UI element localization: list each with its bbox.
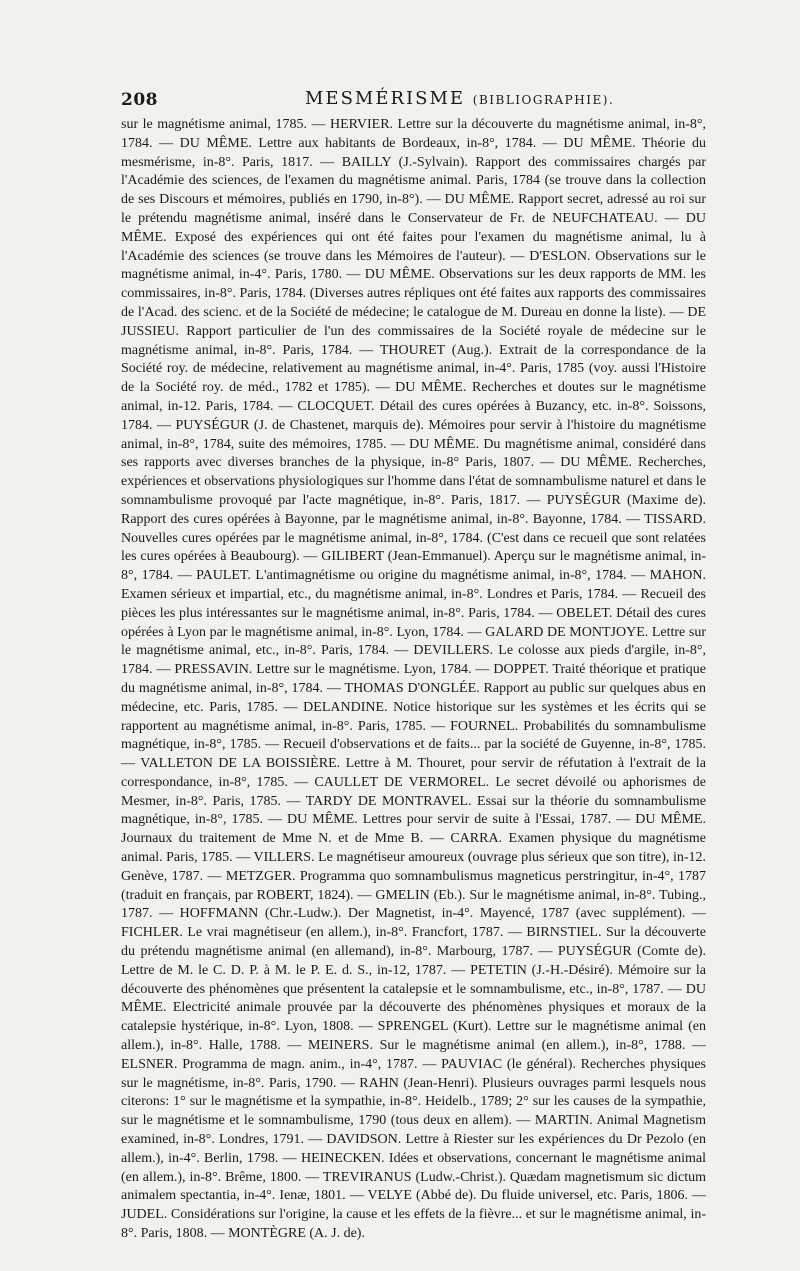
page-number: 208 (121, 90, 158, 110)
page (121, 86, 706, 1244)
running-title-main: MESMÉRISME (305, 88, 466, 109)
running-title (305, 88, 614, 109)
bibliography-text: sur le magnétisme animal, 1785. — HERVIER. Lettre sur la découverte du magnétisme animal, in-8°, 1784. — DU MÊME. Lettre aux habitants de Bordeaux, in-8°, 1784. — DU MÊME. Théorie du mesmérisme, in-8°. Paris, 1817. — BAILLY (J.-Sylvain). Rapport des commissaires chargés par l'Académie des sciences, de l'examen du magnétisme animal. Paris, 1784 (se trouve dans la collection de ses Discours et mémoires, publiés en 1790, in-8°). — DU MÊME. Rapport secret, adressé au roi sur le prétendu magnétisme animal, inséré dans le Conservateur de Fr. de NEUFCHATEAU. — DU MÊME. Exposé des expériences qui ont été faites pour l'examen du magnétisme animal, lu à l'Académie des sciences (se trouve dans les Mémoires de l'auteur). — D'ESLON. Observations sur le magnétisme animal, in-4°. Paris, 1780. — DU MÊME. Observations sur les deux rapports de MM. les commissaires, in-8°. Paris, 1784. (Diverses autres répliques ont été faites aux rapports des commissaires de l'Acad. des scienc. et de la Société de médecine; le catalogue de M. Dureau en donne la liste). — DE JUSSIEU. Rapport particulier de l'un des commissaires de la Société royale de médecine sur le magnétisme animal, in-8°. Paris, 1784. — THOURET (Aug.). Extrait de la correspondance de la Société roy. de médecine, relativement au magnétisme animal, in-4°. Paris, 1785 (voy. aussi l'Histoire de la Société roy. de méd., 1782 et 1785). — DU MÊME. Recherches et doutes sur le magnétisme animal, in-12. Paris, 1784. — CLOCQUET. Détail des cures opérées à Buzancy, etc. in-8°. Soissons, 1784. — PUYSÉGUR (J. de Chastenet, marquis de). Mémoires pour servir à l'histoire du magnétisme animal, in-8°, 1784, suite des mémoires, 1785. — DU MÊME. Du magnétisme animal, considéré dans ses rapports avec diverses branches de la physique, in-8° Paris, 1807. — DU MÊME. Recherches, expériences et observations physiologiques sur l'homme dans l'état de somnambulisme naturel et dans le somnambulisme provoqué par l'acte magnétique, in-8°. Paris, 1817. — PUYSÉGUR (Maxime de). Rapport des cures opérées à Bayonne, par le magnétisme animal, in-8°. Bayonne, 1784. — TISSARD. Nouvelles cures opérées par le magnétisme animal, in-8°, 1784. (C'est dans ce recueil que sont relatées les cures opérées à Beaubourg). — GILIBERT (Jean-Emmanuel). Aperçu sur le magnétisme animal, in-8°, 1784. — PAULET. L'antimagnétisme ou origine du magnétisme animal, in-8°, 1784. — MAHON. Examen sérieux et impartial, etc., du magnétisme animal, in-8°. Londres et Paris, 1784. — Recueil des pièces les plus intéressantes sur le magnétisme animal, in-8°. Paris, 1784. — OBELET. Détail des cures opérées à Lyon par le magnétisme animal, in-8°. Lyon, 1784. — GALARD DE MONTJOYE. Lettre sur le magnétisme animal, etc., in-8°. Paris, 1784. — DEVILLERS. Le colosse aux pieds d'argile, in-8°, 1784. — PRESSAVIN. Lettre sur le magnétisme. Lyon, 1784. — DOPPET. Traité théorique et pratique du magnétisme animal, in-8°, 1784. — THOMAS D'ONGLÉE. Rapport au public sur quelques abus en médecine, etc. Paris, 1785. — DELANDINE. Notice historique sur les systèmes et les écrits qui se rapportent au magnétisme animal, in-8°. Paris, 1785. — FOURNEL. Probabilités du somnambulisme magnétique, in-8°, 1785. — Recueil d'observations et de faits... par la société de Guyenne, in-8°, 1785. — VALLETON DE LA BOISSIÈRE. Lettre à M. Thouret, pour servir de réfutation à l'extrait de la correspondance, in-8°, 1785. — CAULLET DE VERMOREL. Le secret dévoilé ou aphorismes de Mesmer, in-8°. Paris, 1785. — TARDY DE MONTRAVEL. Essai sur la théorie du somnambulisme magnétique, in-8°, 1785. — DU MÊME. Lettres pour servir de suite à l'Essai, 1787. — DU MÊME. Journaux du traitement de Mme N. et de Mme B. — CARRA. Examen physique du magnétisme animal. Paris, 1785. — VILLERS. Le magnétiseur amoureux (ouvrage plus sérieux que son titre), in-12. Genève, 1787. — METZGER. Programma quo somnambulismus magneticus perstringitur, in-4°, 1787 (traduit en français, par ROBERT, 1824). — GMELIN (Eb.). Sur le magnétisme animal, in-8°. Tubing., 1787. — HOFFMANN (Chr.-Ludw.). Der Magnetist, in-4°. Mayencé, 1787 (avec supplément). — FICHLER. Le vrai magnétiseur (en allem.), in-8°. Francfort, 1787. — BIRNSTIEL. Sur la découverte du prétendu magnétisme animal (en allemand), in-8°. Marbourg, 1787. — PUYSÉGUR (Comte de). Lettre de M. le C. D. P. à M. le P. E. d. S., in-12, 1787. — PETETIN (J.-H.-Désiré). Mémoire sur la découverte des phénomènes que présentent la catalepsie et le somnambulisme, etc., in-8°, 1787. — DU MÊME. Electricité animale prouvée par la découverte des phénomènes physiques et moraux de la catalepsie hystérique, in-8°. Lyon, 1808. — SPRENGEL (Kurt). Lettre sur le magnétisme animal (en allem.), in-8°. Halle, 1788. — MEINERS. Sur le magnétisme animal (en allem.), in-8°, 1788. — ELSNER. Programma de magn. anim., in-4°, 1787. — PAUVIAC (le général). Recherches physiques sur le magnétisme, in-8°. Paris, 1790. — RAHN (Jean-Henri). Plusieurs ouvrages parmi lesquels nous citerons: 1° sur le magnétisme et la sympathie, in-8°. Heidelb., 1789; 2° sur les causes de la sympathie, sur le magnétisme et le somnambulisme, 1790 (tous deux en allem). — MARTIN. Animal Magnetism examined, in-8°. Londres, 1791. — DAVIDSON. Lettre à Riester sur les expériences du Dr Pezolo (en allem.), in-4°. Berlin, 1798. — HEINECKEN. Idées et observations, concernant le magnétisme animal (en allem.), in-8°. Brême, 1800. — TREVIRANUS (Ludw.-Christ.). Quædam magnetismum sic dictum animalem spectantia, in-4°. Ienæ, 1801. — VELYE (Abbé de). Du fluide universel, etc. Paris, 1806. — JUDEL. Considérations sur l'origine, la cause et les effets de la fièvre... et sur le magnétisme animal, in-8°. Paris, 1808. — MONTÈGRE (A. J. de). (121, 117, 706, 1242)
running-title-subtitle: (BIBLIOGRAPHIE). (472, 93, 615, 107)
running-header (121, 86, 706, 116)
